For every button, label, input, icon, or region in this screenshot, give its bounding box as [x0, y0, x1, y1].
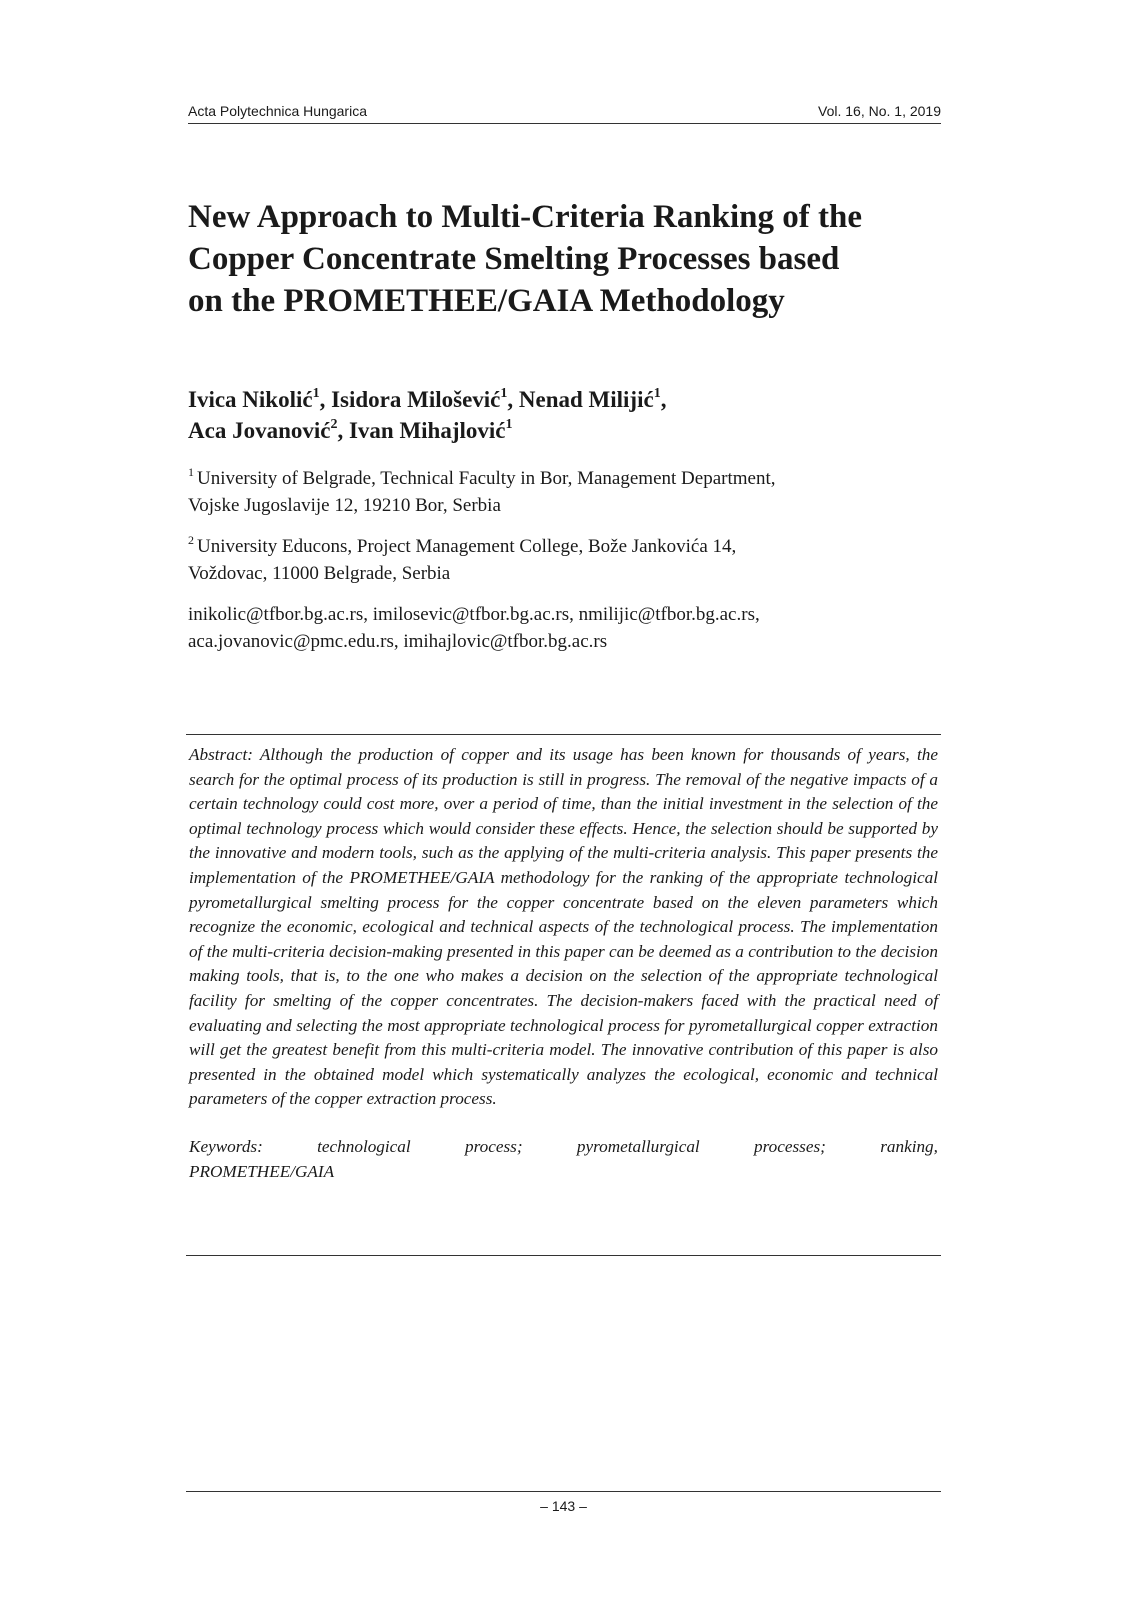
author-name: Aca Jovanović — [188, 418, 331, 443]
abstract-section — [186, 734, 941, 1256]
keywords-label: Keywords: — [189, 1136, 263, 1156]
author-line: Aca Jovanović$^2$, Ivan Mihajlović$^1$ — [188, 417, 513, 443]
title-line: on the PROMETHEE/GAIA Methodology — [188, 283, 785, 319]
title-line: New Approach to Multi-Criteria Ranking of the — [188, 199, 863, 235]
page-number: – 143 – — [540, 1498, 587, 1514]
keyword-word: process; — [464, 1136, 523, 1156]
author-affiliation-mark: 1 — [500, 386, 508, 401]
author-name: Isidora Milošević — [331, 387, 501, 412]
affiliation-mark: 2 — [188, 533, 194, 547]
author-name: Ivica Nikolić — [188, 387, 313, 412]
author-affiliation-mark: 1 — [653, 386, 661, 401]
footer-divider — [186, 1491, 941, 1492]
email-line: inikolic@tfbor.bg.ac.rs, imilosevic@tfbor.bg.ac.rs, nmilijic@tfbor.bg.ac.rs, — [188, 604, 760, 625]
keywords — [186, 1135, 941, 1184]
keyword-word: PROMETHEE/GAIA — [189, 1161, 335, 1181]
keyword-word: processes; — [753, 1136, 826, 1156]
author-affiliation-mark: 1 — [312, 386, 320, 401]
affiliation-mark: 1 — [188, 465, 194, 479]
affiliation-line: Vojske Jugoslavije 12, 19210 Bor, Serbia — [188, 495, 501, 516]
running-header — [188, 101, 941, 124]
journal-name: Acta Polytechnica Hungarica — [188, 103, 367, 119]
keyword-word: technological — [317, 1136, 411, 1156]
author-list — [188, 384, 948, 446]
affiliation-line: University of Belgrade, Technical Faculty in Bor, Management Department, — [197, 468, 776, 489]
author-affiliation-mark: 2 — [330, 417, 338, 432]
affiliation-line: University Educons, Project Management College, Bože Jankovića 14, — [197, 536, 737, 557]
keywords-line — [189, 1135, 938, 1160]
affiliation-2 — [188, 533, 948, 587]
author-affiliation-mark: 1 — [505, 417, 513, 432]
title-line: Copper Concentrate Smelting Processes based — [188, 241, 840, 277]
keyword-word: ranking, — [880, 1136, 938, 1156]
author-name: Ivan Mihajlović — [348, 418, 506, 443]
affiliation-line: Voždovac, 11000 Belgrade, Serbia — [188, 563, 451, 584]
volume-info: Vol. 16, No. 1, 2019 — [818, 103, 941, 119]
email-line: aca.jovanovic@pmc.edu.rs, imihajlovic@tfbor.bg.ac.rs — [188, 631, 608, 652]
affiliation-1 — [188, 465, 948, 519]
keyword-word: pyrometallurgical — [576, 1136, 700, 1156]
author-name: Nenad Milijić — [518, 387, 654, 412]
paper-title — [188, 196, 948, 322]
author-line: Ivica Nikolić$^1$, Isidora Milošević$^1$, Nenad Milijić$^1$, — [188, 386, 667, 412]
email-addresses — [188, 601, 948, 655]
abstract-text: Abstract: Although the production of copper and its usage has been known for thousands of years, the search for the optimal process of its production is still in progress. The removal of the negative impacts of a certain technology could cost more, over a period of time, than the initial investment in the selection of the optimal technology process which would consider these effects. Hence, the selection should be supported by the innovative and modern tools, such as the applying of the multi-criteria analysis. This paper presents the implementation of the PROMETHEE/GAIA methodology for the ranking of the appropriate technological pyrometallurgical smelting process for the copper concentrate based on the eleven parameters which recognize the economic, ecological and technical aspects of the technological process. The implementation of the multi-criteria decision-making presented in this paper can be deemed as a contribution to the decision making tools, that is, to the one who makes a decision on the selection of the appropriate technological facility for smelting of the copper concentrates. The decision-makers faced with the practical need of evaluating and selecting the most appropriate technological process for pyrometallurgical copper extraction will get the greatest benefit from this multi-criteria model. The innovative contribution of this paper is also presented in the obtained model which systematically analyzes the ecological, economic and technical parameters of the copper extraction process. — [189, 745, 938, 1109]
